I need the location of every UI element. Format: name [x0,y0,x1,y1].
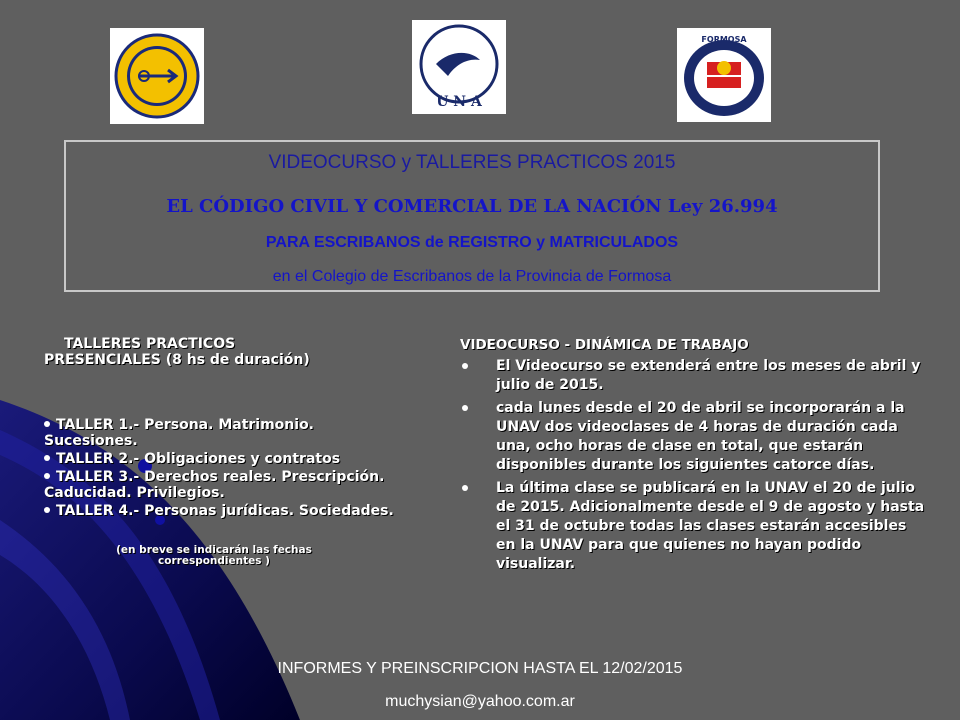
audience-title: PARA ESCRIBANOS de REGISTRO y MATRICULADOS [265,234,679,251]
taller-item: TALLER 4.- Personas jurídicas. Sociedades. [44,503,404,519]
bullet-icon [44,421,50,427]
bullet-icon [462,363,468,369]
taller-item: TALLER 2.- Obligaciones y contratos [44,451,404,467]
videocurso-bullet: cada lunes desde el 20 de abril se incorporarán a la UNAV dos videoclases de 4 horas de duración cada una, ocho horas de clase en total, que estarán disponibles durante los siguientes catorce días. [460,399,928,475]
taller-item: TALLER 1.- Persona. Matrimonio. Sucesiones. [44,417,315,449]
colegio-notariado-seal-icon [110,28,204,124]
una-letters: U N A [436,94,482,110]
videocurso-section [460,336,928,578]
colegio-notariado-logo [110,28,204,124]
una-logo [412,20,506,114]
code-title: EL CÓDIGO CIVIL Y COMERCIAL DE LA NACIÓN Ley 26.994 [166,196,778,217]
videocurso-bullet: El Videocurso se extenderá entre los meses de abril y julio de 2015. [460,357,928,395]
videocurso-heading: VIDEOCURSO - DINÁMICA DE TRABAJO [460,337,749,353]
talleres-heading-1: TALLERES PRACTICOS [64,336,236,352]
talleres-heading-2: PRESENCIALES (8 hs de duración) [44,352,310,368]
venue-title: en el Colegio de Escribanos de la Provincia de Formosa [272,268,672,285]
contact-email: muchysian@yahoo.com.ar [385,693,575,710]
bullet-icon [462,485,468,491]
una-logo-icon [412,20,506,114]
bullet-icon [44,473,50,479]
videocurso-bullet: La última clase se publicará en la UNAV el 20 de julio de 2015. Adicionalmente desde el 9 de agosto y hasta el 31 de octubre todas las clases estarán accesibles en la UNAV para que quienes no hayan podido visualizar. [460,479,928,574]
colegio-escribanos-formosa-emblem-icon [677,28,771,122]
bullet-icon [44,455,50,461]
talleres-note: (en breve se indicarán las fechas correspondientes ) [116,544,312,567]
formosa-colegio-logo [677,28,771,122]
informes-text: INFORMES Y PREINSCRIPCION HASTA EL 12/02/2015 [277,660,683,677]
formosa-top-text: FORMOSA [701,35,747,44]
course-title: VIDEOCURSO y TALLERES PRACTICOS 2015 [268,152,676,173]
talleres-section [44,336,404,567]
taller-item: TALLER 3.- Derechos reales. Prescripción. Caducidad. Privilegios. [44,469,385,501]
title-box [64,140,880,292]
bullet-icon [462,405,468,411]
bullet-icon [44,507,50,513]
